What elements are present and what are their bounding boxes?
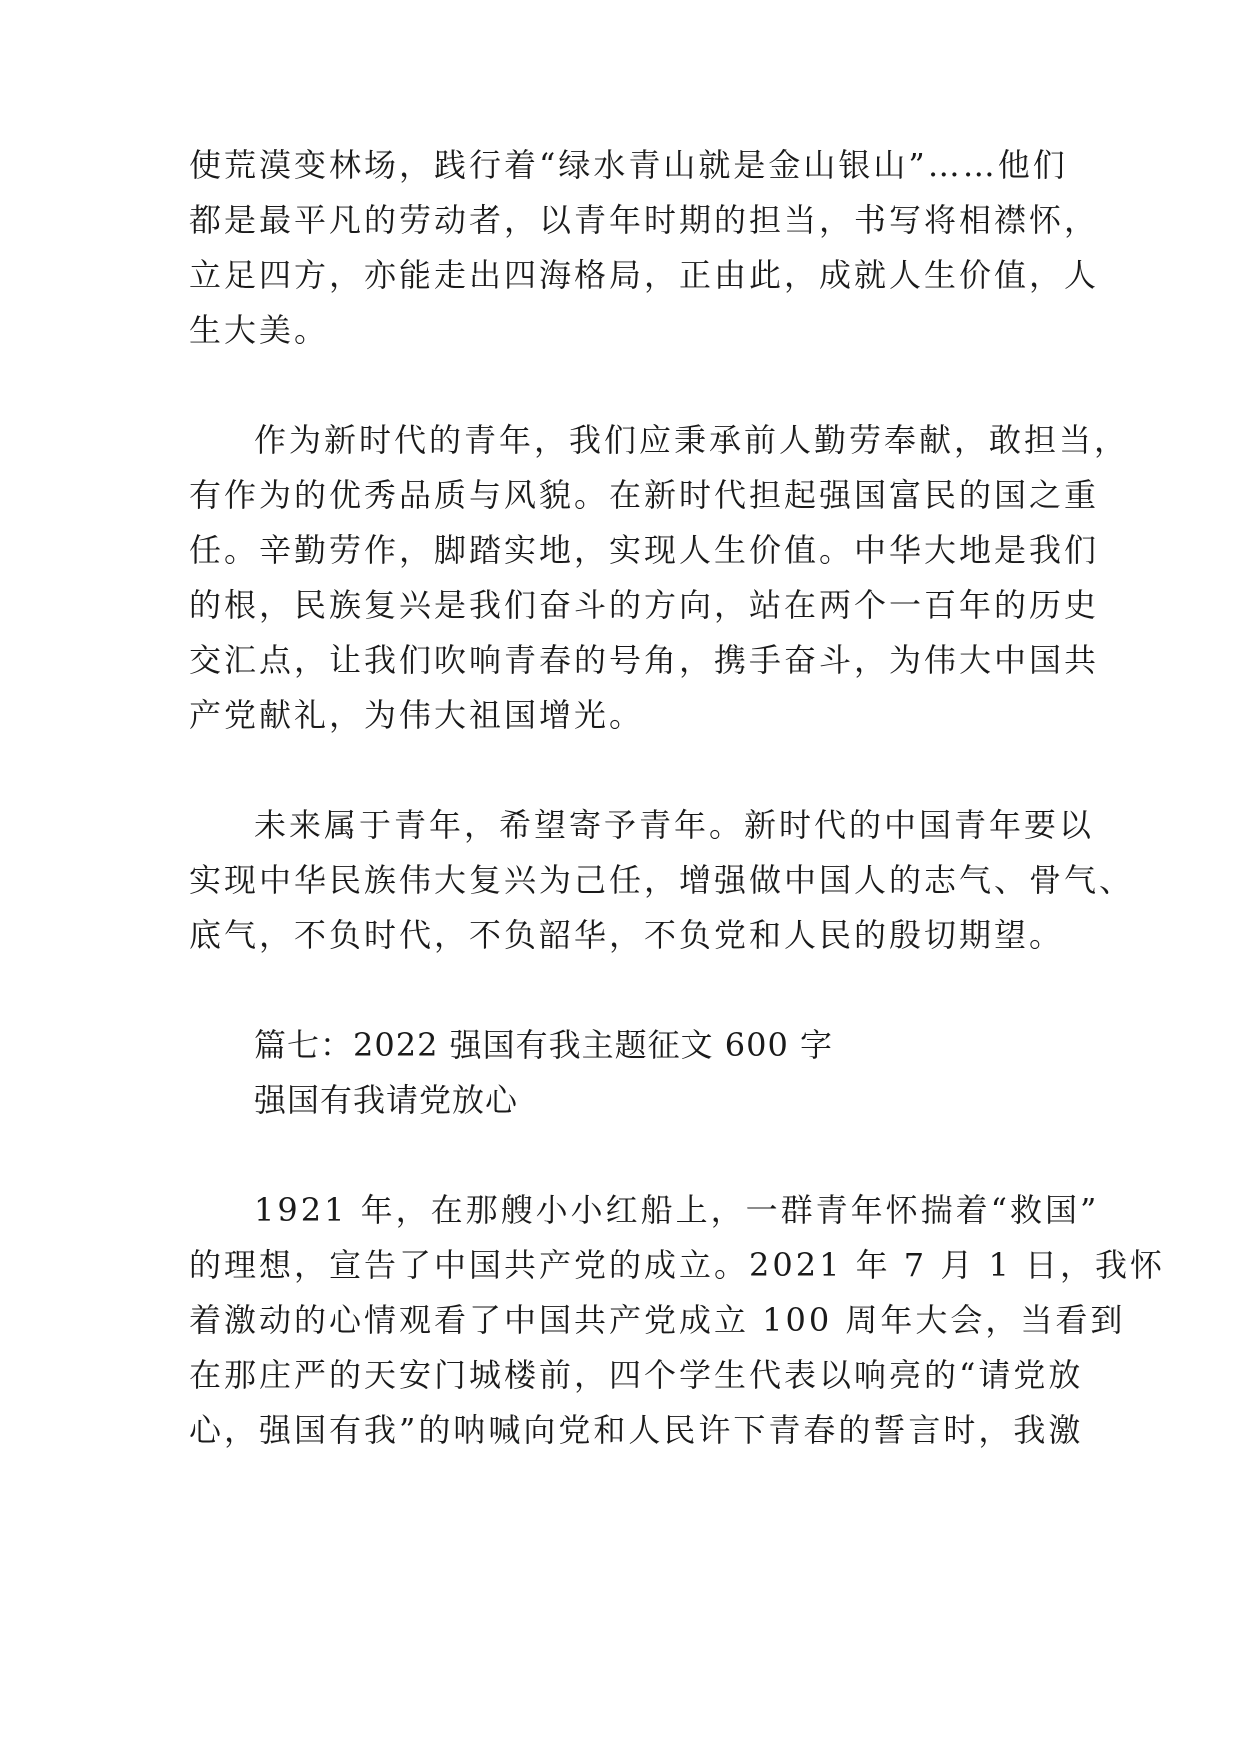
text-line: 立足四方，亦能走出四海格局，正由此，成就人生价值，人 <box>189 256 1100 294</box>
paragraph-first-line: 1921 年，在那艘小小红船上，一群青年怀揣着“救国” <box>254 1191 1100 1229</box>
text-line: 任。辛勤劳作，脚踏实地，实现人生价值。中华大地是我们 <box>189 531 1100 569</box>
text-line: 实现中华民族伟大复兴为己任，增强做中国人的志气、骨气、 <box>189 861 1135 899</box>
text-line: 使荒漠变林场，践行着“绿水青山就是金山银山”……他们 <box>189 146 1068 184</box>
paragraph-first-line: 作为新时代的青年，我们应秉承前人勤劳奉献，敢担当， <box>254 421 1130 459</box>
essay-title: 强国有我请党放心 <box>254 1081 519 1119</box>
text-line: 的根，民族复兴是我们奋斗的方向，站在两个一百年的历史 <box>189 586 1100 624</box>
text-line: 着激动的心情观看了中国共产党成立 100 周年大会，当看到 <box>189 1301 1126 1339</box>
text-line: 心，强国有我”的呐喊向党和人民许下青春的誓言时，我激 <box>189 1411 1084 1449</box>
section-heading: 篇七：2022 强国有我主题征文 600 字 <box>254 1026 834 1064</box>
text-line: 产党献礼，为伟大祖国增光。 <box>189 696 645 734</box>
text-line: 的理想，宣告了中国共产党的成立。2021 年 7 月 1 日，我怀 <box>189 1246 1166 1284</box>
text-line: 底气，不负时代，不负韶华，不负党和人民的殷切期望。 <box>189 916 1065 954</box>
text-line: 在那庄严的天安门城楼前，四个学生代表以响亮的“请党放 <box>189 1356 1084 1394</box>
text-line: 交汇点，让我们吹响青春的号角，携手奋斗，为伟大中国共 <box>189 641 1100 679</box>
text-line: 有作为的优秀品质与风貌。在新时代担起强国富民的国之重 <box>189 476 1100 514</box>
text-line: 生大美。 <box>189 311 330 349</box>
text-line: 都是最平凡的劳动者，以青年时期的担当，书写将相襟怀， <box>189 201 1100 239</box>
paragraph-first-line: 未来属于青年，希望寄予青年。新时代的中国青年要以 <box>254 806 1095 844</box>
